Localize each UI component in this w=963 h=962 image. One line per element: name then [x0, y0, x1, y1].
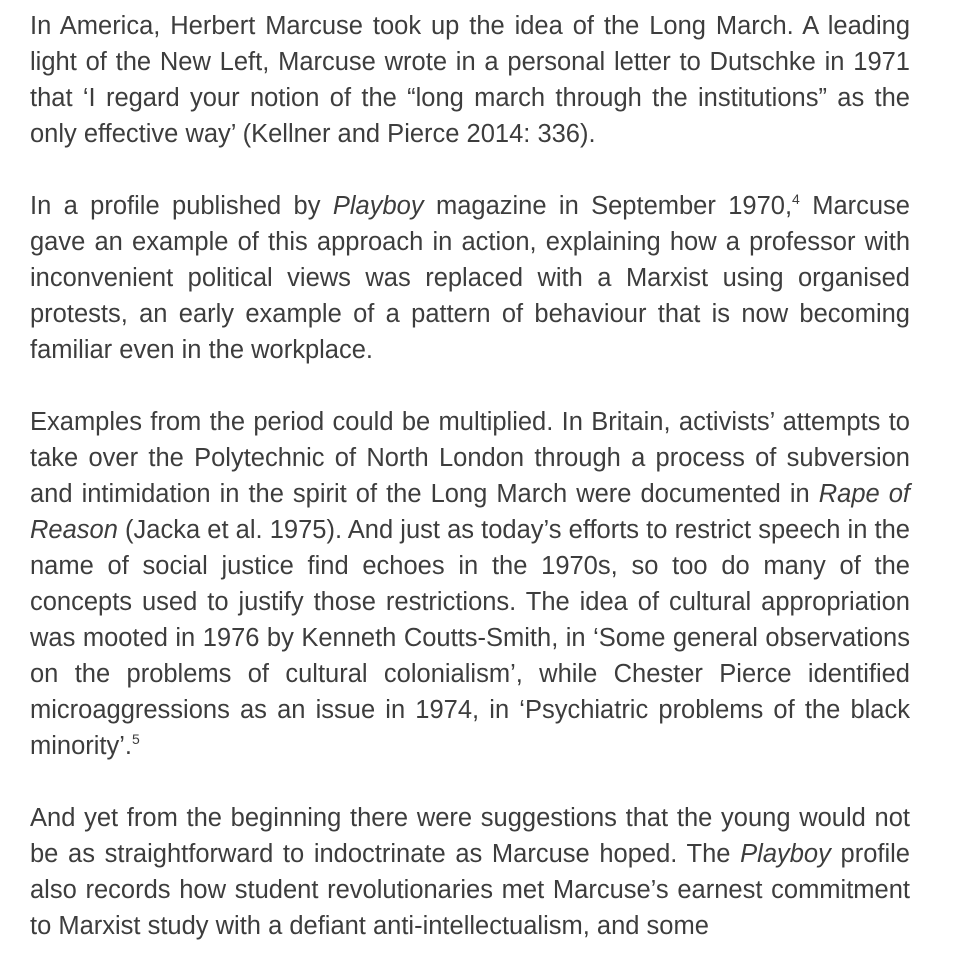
paragraph-text: And yet from the beginning there were suggestions that the young would not be as straightforward to indoctrinate as Marcuse hoped. The [30, 804, 910, 868]
paragraph-playboy-profile [30, 188, 910, 368]
magazine-title-italic: Playboy [332, 192, 424, 220]
paragraph-text: In a profile published by [30, 192, 333, 220]
paragraph-text: Marcuse gave an example of this approach in action, explaining how a professor with inconvenient political views was replaced with a Marxist using organised protests, an early example of a pattern of behaviour that is now becoming familiar even in the workplace. [30, 192, 910, 364]
paragraph-text: Examples from the period could be multiplied. In Britain, activists’ attempts to take over the Polytechnic of North London through a process of subversion and intimidation in the spirit of the Long March were documented in [30, 408, 910, 508]
paragraph-long-march [30, 8, 910, 152]
footnote-marker[interactable]: 4 [792, 191, 800, 207]
magazine-title-italic: Playboy [740, 840, 831, 868]
paragraph-text: In America, Herbert Marcuse took up the idea of the Long March. A leading light of the New Left, Marcuse wrote in a personal letter to Dutschke in 1971 that ‘I regard your notion of the “long march through the institutions” as the only effective way’ (Kellner and Pierce 2014: 336). [30, 12, 910, 148]
book-title-italic: Rape of Reason [30, 480, 911, 544]
paragraph-text: (Jacka et al. 1975). And just as today’s efforts to restrict speech in the name of social justice find echoes in the 1970s, so too do many of the concepts used to justify those restrictions. The idea of cultural appropriation was mooted in 1976 by Kenneth Coutts-Smith, in ‘Some general observations on the problems of cultural colonialism’, while Chester Pierce identified microaggressions as an issue in 1974, in ‘Psychiatric problems of the black minority’. [30, 516, 910, 760]
paragraph-text: magazine in September 1970, [423, 192, 793, 220]
paragraph-indoctrinate [30, 800, 910, 944]
footnote-marker[interactable]: 5 [132, 731, 140, 747]
paragraph-examples-period [30, 404, 910, 764]
document-page [30, 8, 910, 944]
paragraph-text: profile also records how student revolutionaries met Marcuse’s earnest commitment to Marxist study with a defiant anti-intellectualism, and some [30, 840, 910, 940]
